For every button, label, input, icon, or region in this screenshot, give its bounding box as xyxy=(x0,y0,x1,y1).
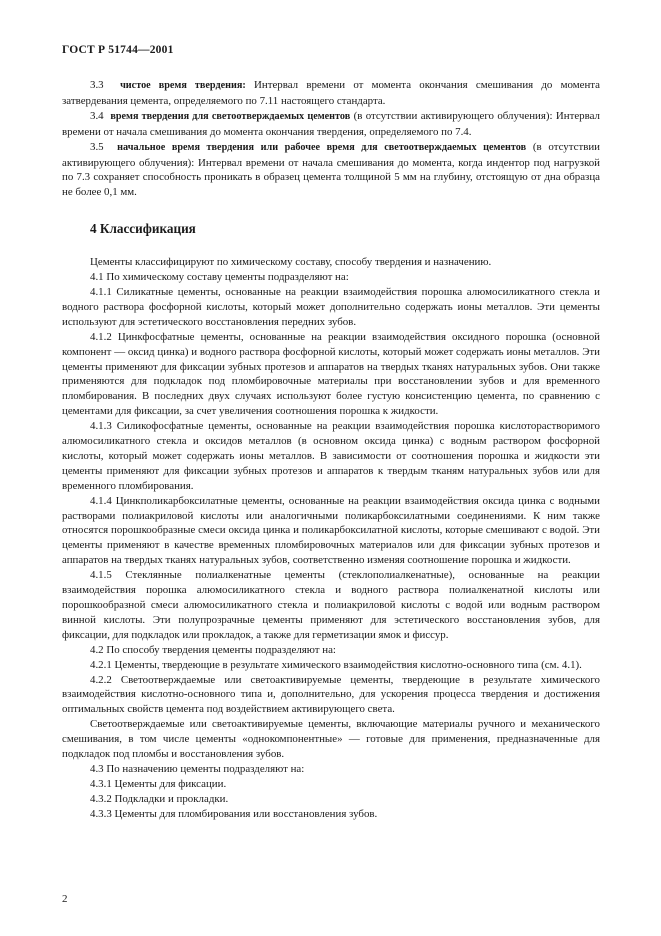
paragraph: 4.2.1 Цементы, твердеющие в результате химического взаимодействия кислотно-основного типа (см. 4.1). xyxy=(90,658,582,671)
paragraph: 4.3.2 Подкладки и прокладки. xyxy=(90,792,229,805)
def-term: чистое время твердения: xyxy=(120,80,246,91)
page-number: 2 xyxy=(62,893,68,905)
definition-3-5 xyxy=(62,140,600,201)
paragraph: 4.3.3 Цементы для пломбирования или восстановления зубов. xyxy=(90,807,378,820)
paragraph: 4.3.1 Цементы для фиксации. xyxy=(90,777,227,790)
paragraph: Светоотверждаемые или светоактивируемые цементы, включающие материалы ручного и механического смешивания, в том числе цементы «однокомпонентные» — готовые для применения, предназначенные для подкладок под пломбы и восстановления зубов. xyxy=(62,718,600,761)
def-num: 3.3 xyxy=(90,79,104,91)
document-id: ГОСТ Р 51744—2001 xyxy=(62,44,174,56)
def-text: Интервал времени от момента окончания смешивания до момента затвердевания цемента, определяемого по 7.11 настоящего стандарта. xyxy=(62,79,601,107)
def-term: время твердения для светоотверждаемых цементов xyxy=(110,110,351,122)
paragraph: Цементы классифицируют по химическому составу, способу твердения и назначению. xyxy=(90,256,492,269)
def-num: 3.4 xyxy=(90,109,104,122)
paragraph: 4.1 По химическому составу цементы подразделяют на: xyxy=(90,271,349,284)
paragraph: 4.1.5 Стеклянные полиалкенатные цементы (стеклополиалкенатные), основанные на реакции взаимодействия порошка алюмосиликатного стекла и водного раствора полиалкенатной кислоты или порошкообразной смеси алюмосиликатного стекла и полиакриловой кислоты с водой или водным раствором винной кислоты. Эти полупрозрачные цементы применяют для эстетического восстановления зубов, для фиксации, для подкладок или прокладок, а также для герметизации ямок и фиссур. xyxy=(62,569,600,641)
paragraph: 4.1.4 Цинкполикарбоксилатные цементы, основанные на реакции взаимодействия оксида цинка с водными растворами полиакриловой кислоты или аналогичными поликарбоксилатными соединениями. К ним также относятся порошкообразные смеси оксида цинка и поликарбоксилатной кислоты, которые смешивают с водой. Эти цементы применяют в качестве временных пломбировочных материалов или для фиксации зубных протезов и аппаратов на твердых тканях натуральных зубов, соответственно изменяя соотношение порошка и жидкости. xyxy=(62,494,600,567)
paragraph: 4.1.3 Силикофосфатные цементы, основанные на реакции взаимодействия порошка кислоторастворимого алюмосиликатного стекла и оксидов металлов (в основном оксида цинка) с водным раствором фосфорной кислоты, который может содержать ионы металлов. В зависимости от соотношения порошка и жидкости эти цементы применяют для фиксации зубных протезов и аппаратов к твердым тканям натуральных зубов или для временного пломбирования. xyxy=(62,420,600,492)
definition-3-3 xyxy=(62,78,600,109)
def-num: 3.5 xyxy=(90,140,104,153)
def-term: начальное время твердения или рабочее время для светоотверждаемых цементов xyxy=(117,141,527,153)
paragraph: 4.2.2 Светоотверждаемые или светоактивируемые цементы, твердеющие в результате химического взаимодействия кислотно-основного типа и, дополнительно, для ускорения процесса твердения и достижения оптимальных свойств цемента под воздействием активирующего света. xyxy=(62,673,600,716)
def-text: (в отсутствии активирующего облучения): Интервал времени от начала смешивания до момента, когда индентор под нагрузкой по 7.3 сохраняет способность проникать в образец цемента толщиной 5 мм на глубину, отстоящую от дна образца не более 0,1 мм. xyxy=(62,140,600,199)
paragraph: 4.1.2 Цинкфосфатные цементы, основанные на реакции взаимодействия оксидного порошка (основной компонент — оксид цинка) и водного раствора фосфорной кислоты, который может содержать ионы металлов. Эти цементы применяют для фиксации зубных протезов и аппаратов на твердых тканях натуральных зубов. Они также применяются для подкладок под пломбировочные материалы при восстановлении зубов и для временного пломбирования. В последних двух случаях используют более густую консистенцию цемента, по сравнению с цементами для фиксации, за счет увеличения соотношения порошка к жидкости. xyxy=(62,330,600,418)
paragraph: 4.1.1 Силикатные цементы, основанные на реакции взаимодействия порошка алюмосиликатного стекла и водного раствора фосфорной кислоты, который может дополнительно содержать ионы металлов. Эти цементы используют для эстетического восстановления передних зубов. xyxy=(62,285,600,328)
definition-3-4 xyxy=(62,109,600,140)
def-text: (в отсутствии активирующего облучения): Интервал времени от начала смешивания до момента окончания твердения, определяемого по 7.4. xyxy=(62,109,600,138)
document-body xyxy=(62,78,600,822)
paragraph: 4.2 По способу твердения цементы подразделяют на: xyxy=(90,643,336,656)
section-heading: 4 Классификация xyxy=(90,221,196,237)
paragraph: 4.3 По назначению цементы подразделяют на: xyxy=(90,762,305,775)
